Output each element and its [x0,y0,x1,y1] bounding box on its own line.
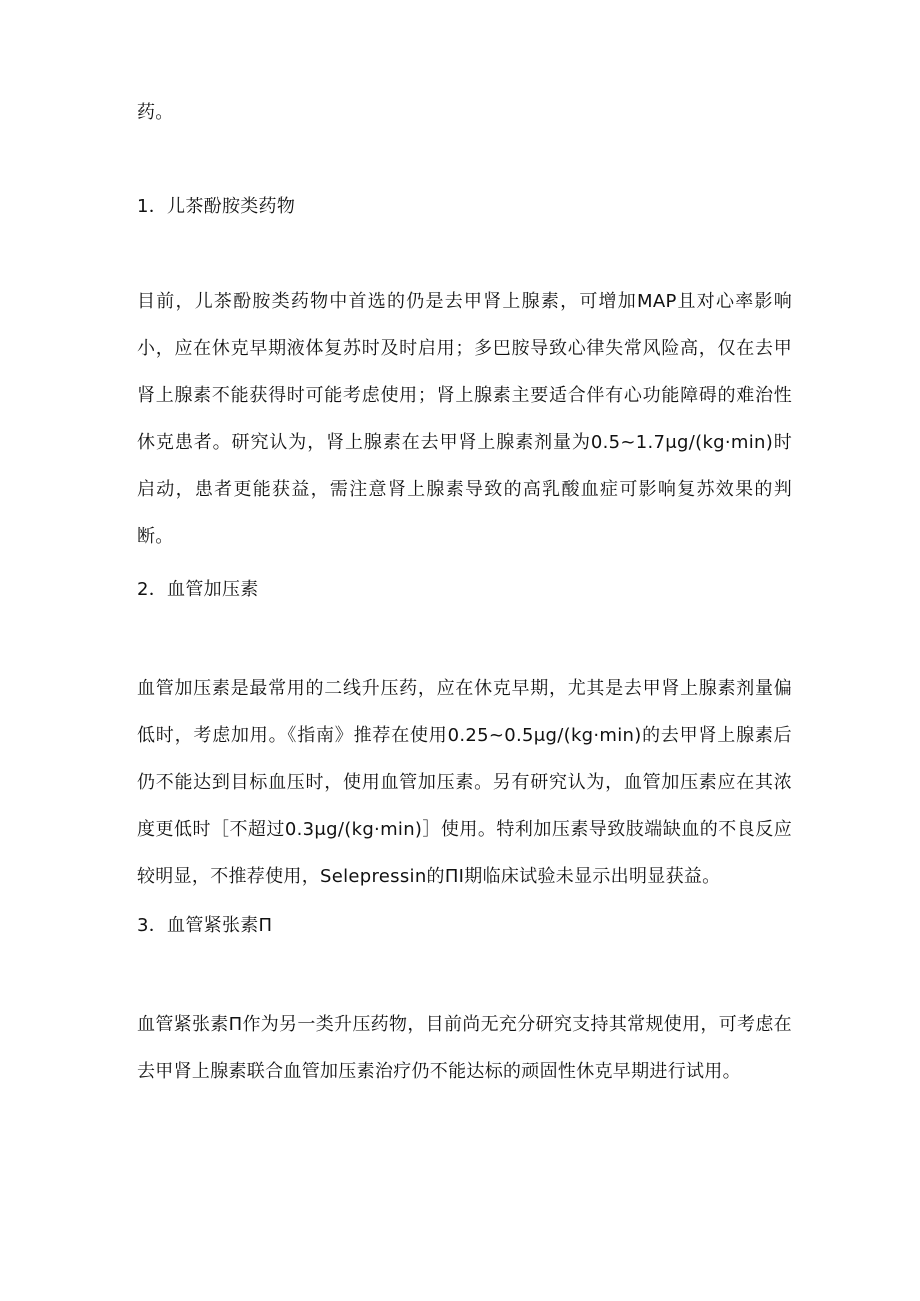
leading-fragment: 药。 [137,102,174,123]
paragraph-angiotensin: 血管紧张素Π作为另一类升压药物，目前尚无充分研究支持其常规使用，可考虑在去甲肾上腺素联合血管加压素治疗仍不能达标的顽固性休克早期进行试用。 [137,1014,792,1082]
paragraph-vasopressin: 血管加压素是最常用的二线升压药，应在休克早期，尤其是去甲肾上腺素剂量偏低时，考虑加用。《指南》推荐在使用0.25~0.5μg/(kg·min)的去甲肾上腺素后仍不能达到目标血压时，使用血管加压素。另有研究认为，血管加压素应在其浓度更低时［不超过0.3μg/(kg·min)］使用。特利加压素导致肢端缺血的不良反应较明显，不推荐使用，Selepressin的ΠI期临床试验未显示出明显获益。 [137,678,792,887]
paragraph-catecholamines: 目前，儿茶酚胺类药物中首选的仍是去甲肾上腺素，可增加MAP且对心率影响小，应在休克早期液体复苏时及时启用；多巴胺导致心律失常风险高，仅在去甲肾上腺素不能获得时可能考虑使用；肾上腺素主要适合伴有心功能障碍的难治性休克患者。研究认为，肾上腺素在去甲肾上腺素剂量为0.5~1.7μg/(kg·min)时启动，患者更能获益，需注意肾上腺素导致的高乳酸血症可影响复苏效果的判断。 [137,291,792,547]
section-heading-vasopressin: 2．血管加压素 [137,579,259,600]
section-heading-catecholamines: 1．儿茶酚胺类药物 [137,196,296,217]
section-heading-angiotensin: 3．血管紧张素Π [137,915,273,936]
